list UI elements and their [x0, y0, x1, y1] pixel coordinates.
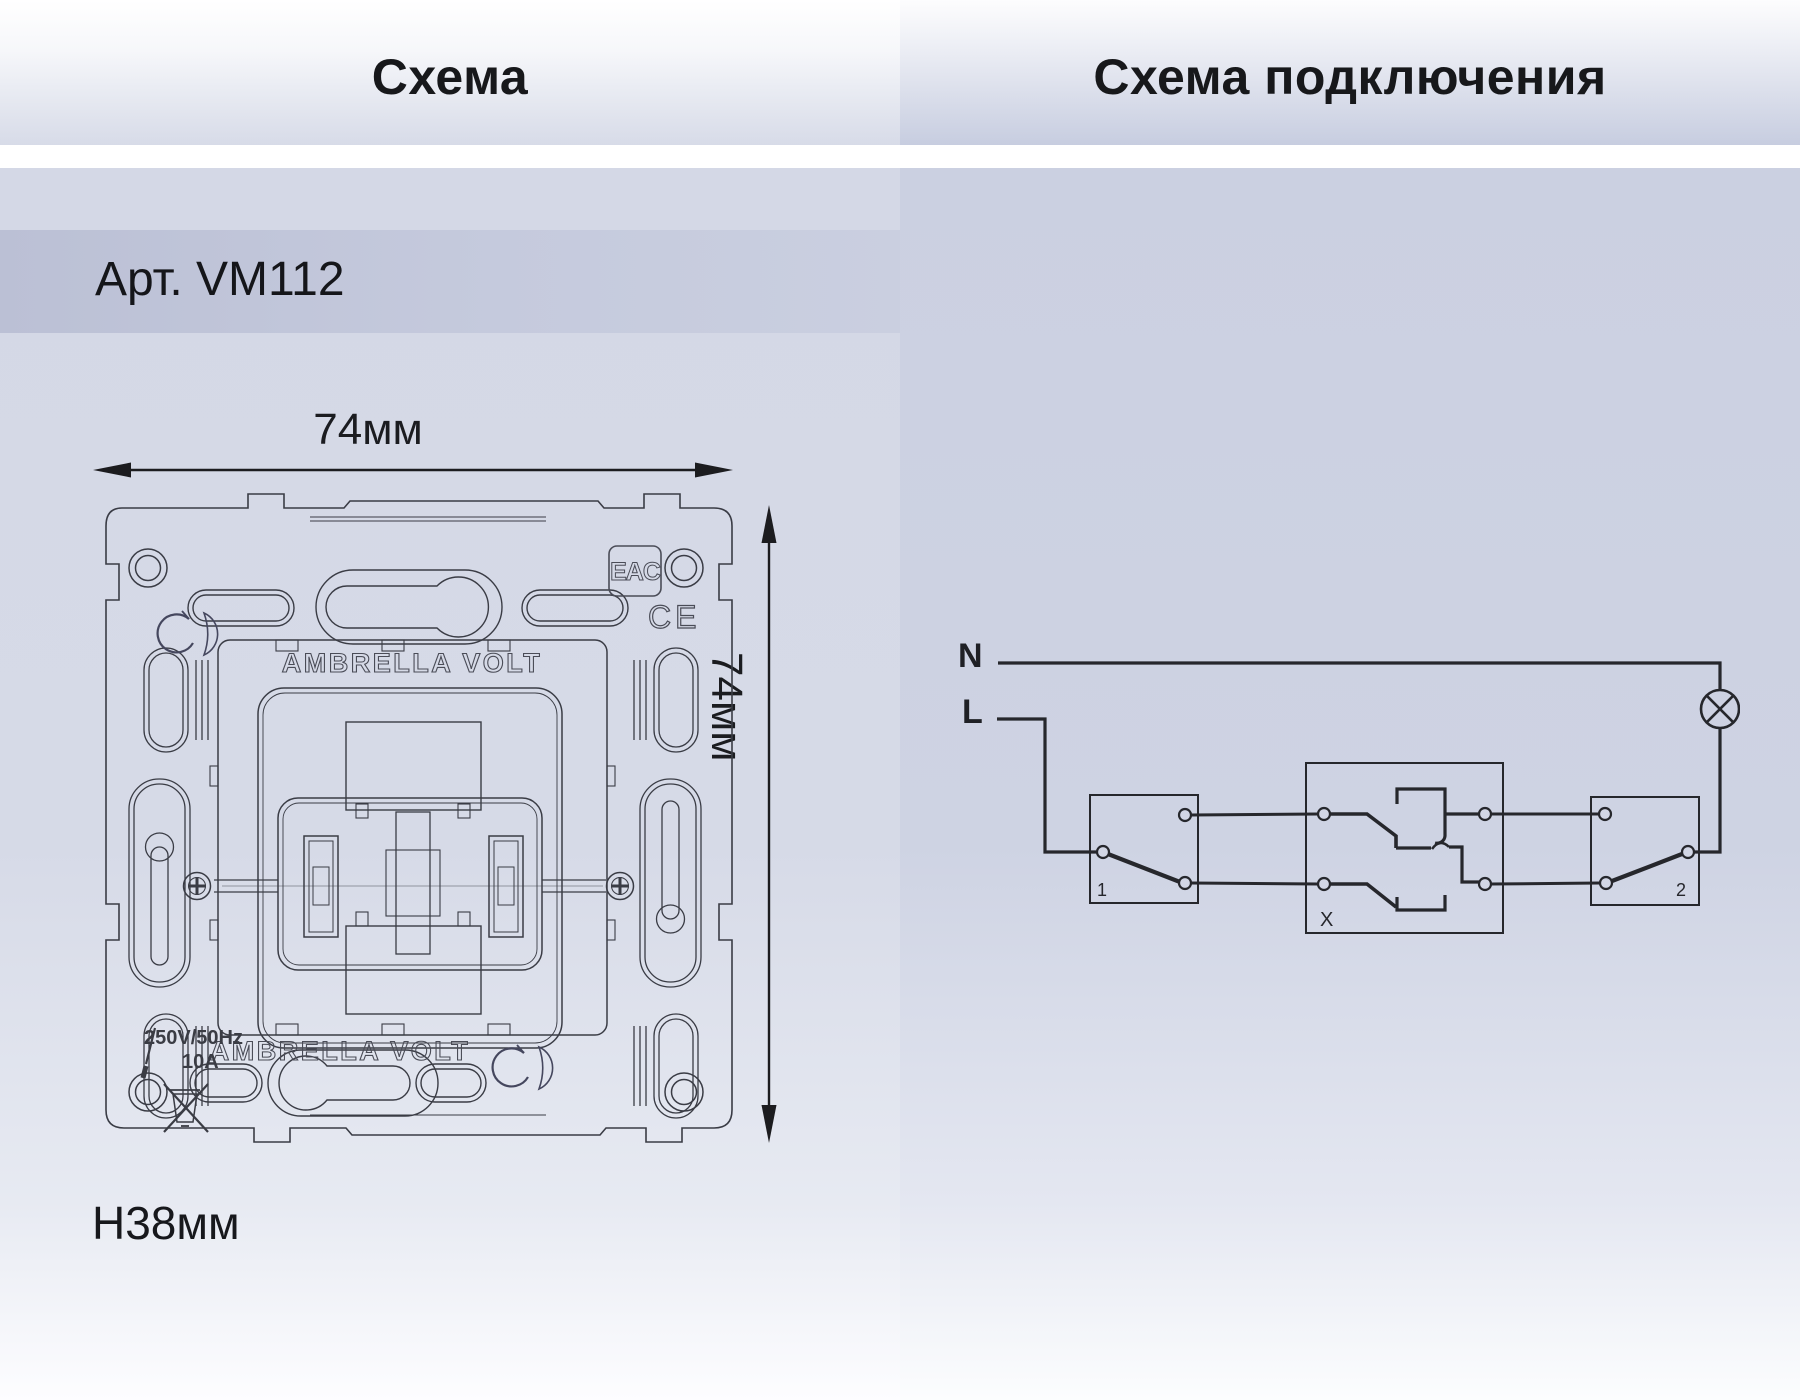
inner-support-frame — [210, 640, 615, 1035]
rocker-mechanism — [214, 688, 606, 1048]
article-number: Арт. VM112 — [95, 253, 345, 306]
lamp-icon — [1701, 690, 1739, 728]
crossover-switch-symbol — [1306, 763, 1503, 933]
neutral-label: N — [958, 637, 983, 675]
neutral-wire — [998, 663, 1720, 690]
top-mounting-slots — [188, 570, 628, 644]
brand-embossed-bottom: AMBRELLA VOLT — [209, 1036, 471, 1066]
lamp-return-wire — [1694, 728, 1720, 852]
right-side-claw-slots — [634, 648, 701, 1118]
wiring-diagram — [930, 620, 1740, 960]
line-wire — [997, 719, 1096, 852]
crossover-label: X — [1320, 909, 1334, 931]
switch1-label: 1 — [1097, 880, 1108, 900]
eac-mark-icon — [609, 546, 661, 596]
height-dimension-label: 74мм — [702, 652, 751, 762]
traveler-wire-bottom-left — [1191, 883, 1318, 884]
width-dimension-arrow — [93, 463, 733, 478]
switch2-label: 2 — [1675, 880, 1686, 900]
traveler-wire-top-left — [1191, 814, 1318, 815]
traveler-wire-bottom-right — [1491, 883, 1600, 884]
crossed-bin-icon — [164, 1084, 208, 1132]
height-dimension-arrow — [762, 505, 777, 1143]
mechanism-technical-drawing — [60, 380, 800, 1170]
line-label: L — [962, 693, 983, 731]
mechanism-plate — [106, 494, 732, 1142]
rotate-symbol-icon — [158, 611, 553, 1089]
right-panel-title: Схема подключения — [1093, 49, 1607, 105]
divider-band — [0, 145, 1800, 168]
eac-mark-text: EAC — [610, 558, 660, 586]
left-panel-title: Схема — [371, 49, 529, 105]
rating-voltage: 250V/50Hz — [144, 1027, 243, 1049]
depth-dimension-label: H38мм — [92, 1197, 240, 1249]
ce-mark-icon: CE — [648, 599, 701, 635]
width-dimension-label: 74мм — [313, 405, 423, 454]
brand-embossed-top: AMBRELLA VOLT — [281, 648, 543, 678]
rating-current: 10A — [182, 1051, 219, 1073]
